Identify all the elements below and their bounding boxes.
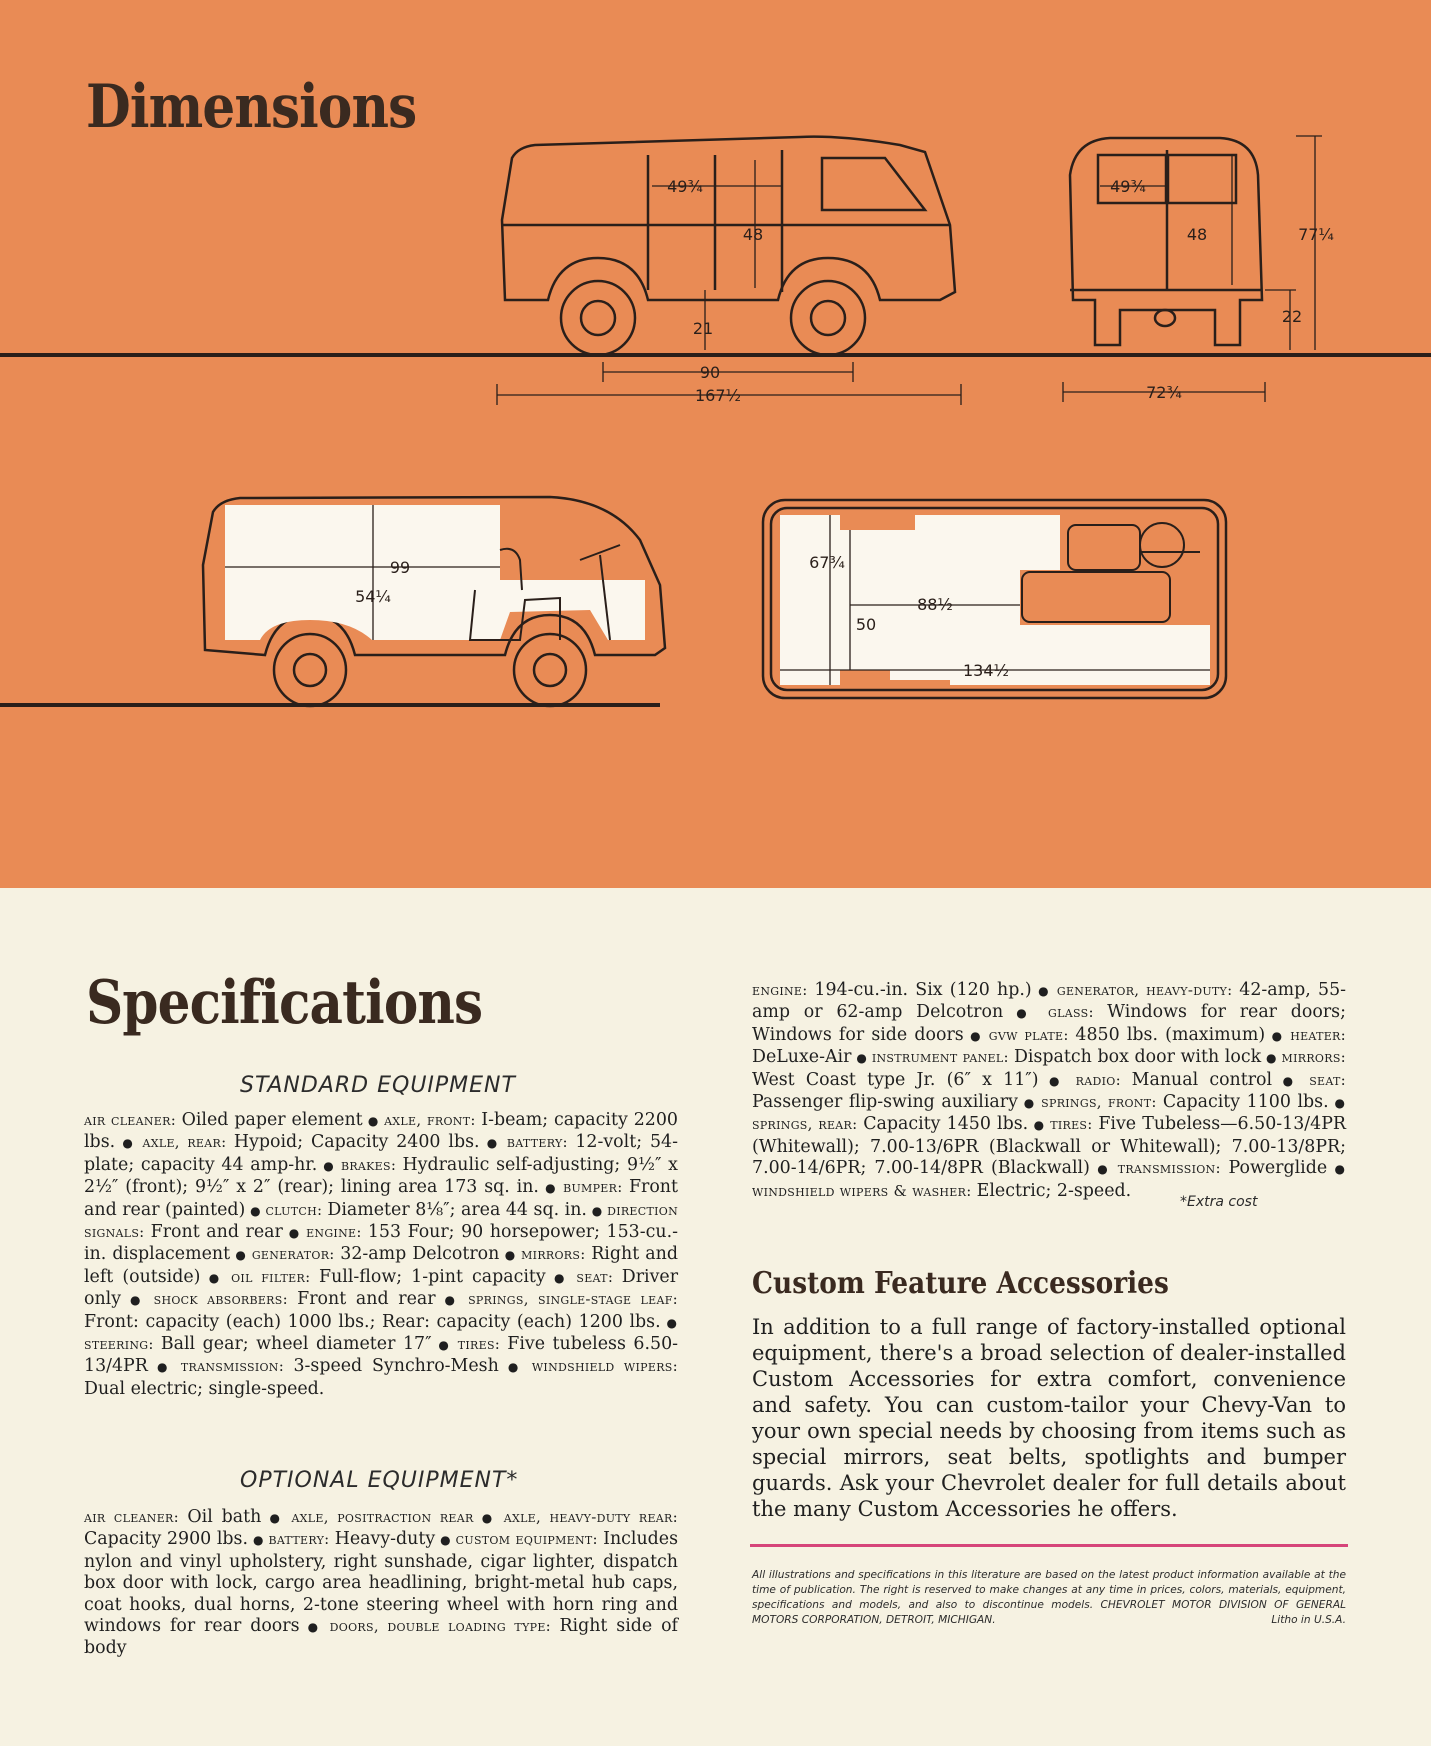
- spec-value: West Coast type Jr. (6″ x 11″): [752, 1069, 1039, 1090]
- spec-key: transmission:: [1117, 1159, 1229, 1178]
- spec-value: Capacity 1450 lbs.: [863, 1114, 1029, 1135]
- bullet-separator: ●: [499, 1360, 531, 1375]
- spec-key: custom equipment:: [455, 1530, 604, 1549]
- spec-value: Oiled paper element: [181, 1110, 363, 1130]
- rear-height-label: 48: [1186, 225, 1208, 244]
- bullet-separator: ●: [1329, 1096, 1345, 1111]
- spec-value: I-beam; capacity 2200 lbs.: [84, 1110, 678, 1153]
- spec-value: 12-volt; 54-plate; capacity 44 amp-hr.: [84, 1132, 678, 1175]
- side-view-van: [502, 137, 955, 355]
- spec-key: springs, rear:: [752, 1115, 864, 1134]
- spec-key: shock absorbers:: [153, 1290, 298, 1309]
- spec-key: tires:: [457, 1335, 508, 1354]
- spec-value: Front: capacity (each) 1000 lbs.; Rear: capacity (each) 1200 lbs.: [84, 1311, 661, 1332]
- interior-length-label: 99: [389, 558, 411, 577]
- bullet-separator: ●: [436, 1533, 455, 1548]
- bullet-separator: ●: [201, 1270, 231, 1285]
- rear-view-van: [1070, 138, 1262, 345]
- spec-key: transmission:: [180, 1357, 294, 1376]
- side-ground-label: 21: [692, 319, 714, 338]
- spec-key: mirrors:: [521, 1245, 592, 1264]
- spec-key: brakes:: [340, 1155, 403, 1174]
- plan-cargo-area: [780, 515, 1210, 685]
- spec-key: springs, single-stage leaf:: [468, 1290, 678, 1309]
- bullet-separator: ●: [964, 1028, 988, 1043]
- bullet-separator: ●: [474, 1511, 503, 1525]
- spec-value: Diameter 8⅛″; area 44 sq. in.: [327, 1199, 587, 1220]
- bullet-separator: ●: [539, 1181, 563, 1196]
- spec-value: Right and left (outside): [84, 1244, 678, 1287]
- bullet-separator: ●: [480, 1136, 506, 1151]
- accessories-title: Custom Feature Accessories: [752, 1266, 1169, 1301]
- optional-equipment-heading: OPTIONAL EQUIPMENT*: [240, 1468, 519, 1493]
- bullet-separator: ●: [1262, 1051, 1281, 1066]
- bullet-separator: ●: [363, 1114, 384, 1128]
- side-height-label: 48: [742, 225, 764, 244]
- bullet-separator: ●: [1004, 1006, 1048, 1021]
- standard-equipment-list: [84, 1110, 678, 1400]
- specifications-title: Specifications: [86, 968, 483, 1038]
- divider-rule: [750, 1544, 1348, 1547]
- plan-length2-label: 134½: [962, 661, 1010, 680]
- side-view-dimension-lines: [497, 160, 961, 405]
- standard-equipment-heading: STANDARD EQUIPMENT: [240, 1073, 516, 1098]
- bullet-separator: ●: [249, 1533, 268, 1548]
- spec-key: radio:: [1075, 1070, 1132, 1089]
- spec-key: gvw plate:: [988, 1025, 1076, 1044]
- spec-value: 194-cu.-in. Six (120 hp.): [814, 980, 1032, 1000]
- spec-key: mirrors:: [1281, 1048, 1347, 1067]
- spec-key: air cleaner:: [84, 1111, 182, 1129]
- spec-key: battery:: [268, 1530, 335, 1549]
- spec-value: Powerglide: [1228, 1158, 1328, 1179]
- spec-value: Passenger flip-swing auxiliary: [752, 1092, 1018, 1113]
- spec-value: 3-speed Synchro-Mesh: [293, 1356, 499, 1377]
- rear-view-dimension-lines: [1063, 136, 1322, 402]
- bullet-separator: ●: [246, 1203, 265, 1218]
- spec-key: engine:: [306, 1223, 368, 1242]
- spec-key: axle, positraction rear: [291, 1508, 474, 1526]
- bullet-separator: ●: [852, 1051, 871, 1066]
- bullet-separator: ●: [587, 1203, 607, 1218]
- rear-window-label: 49¾: [1110, 177, 1146, 196]
- bullet-separator: ●: [116, 1136, 142, 1151]
- accessories-body: In addition to a full range of factory-installed optional equipment, there's a broad selection of dealer-installed Custom Accessories for extra comfort, convenience and safety. You can custom-tailor your Chevy-Van to your own special needs by choosing from items such as special mirrors, seat belts, spotlights and bumper guards. Ask your Chevrolet dealer for full details about the many Custom Accessories he offers.: [752, 1315, 1346, 1521]
- bullet-separator: ●: [148, 1360, 180, 1375]
- spec-value: Five tubeless 6.50-13/4PR: [84, 1334, 679, 1377]
- bullet-separator: ●: [546, 1270, 576, 1285]
- bullet-separator: ●: [432, 1338, 457, 1353]
- spec-key: doors, double loading type:: [329, 1617, 560, 1636]
- spec-key: seat:: [576, 1267, 622, 1286]
- spec-value: Electric; 2-speed.: [976, 1180, 1132, 1201]
- spec-key: axle, front:: [384, 1111, 482, 1129]
- spec-key: windshield wipers & washer:: [752, 1181, 977, 1200]
- spec-key: generator:: [251, 1245, 341, 1264]
- spec-value: Ball gear; wheel diameter 17″: [160, 1334, 432, 1355]
- legal-text: All illustrations and specifications in this literature are based on the latest product information available at the time of publication. The right is reserved to make changes at any time in prices, colors, materials, equipment, specifications and models, and also to discontinue models. CHEVROLET MOTOR DIVISION OF GENERAL MOTORS CORPORATION, DETROIT, MICHIGAN.: [752, 1569, 1346, 1626]
- bullet-separator: ●: [1029, 1118, 1050, 1133]
- spec-key: clutch:: [265, 1200, 328, 1219]
- spec-value: Oil bath: [187, 1507, 262, 1527]
- spec-value: Dual electric; single-speed.: [84, 1378, 325, 1399]
- optional-equipment-list-part2: [752, 980, 1346, 1202]
- spec-value: Driver only: [84, 1266, 679, 1310]
- plan-width2-label: 50: [855, 615, 877, 634]
- length-label: 167½: [694, 386, 742, 405]
- rear-ground-label: 22: [1281, 307, 1303, 326]
- spec-key: axle, heavy-duty rear:: [503, 1508, 678, 1526]
- spec-value: Right side of body: [84, 1616, 678, 1659]
- spec-value: 42-amp, 55-amp or 62-amp Delcotron: [752, 980, 1347, 1023]
- spec-value: Hypoid; Capacity 2400 lbs.: [233, 1132, 480, 1153]
- spec-value: Capacity 1100 lbs.: [1162, 1092, 1329, 1113]
- spec-value: Windows for rear doors; Windows for side doors: [752, 1002, 1346, 1045]
- spec-key: generator, heavy-duty:: [1056, 981, 1240, 999]
- bullet-separator: ●: [262, 1511, 291, 1525]
- dimensions-title: Dimensions: [86, 72, 417, 142]
- spec-value: Heavy-duty: [334, 1529, 436, 1550]
- bullet-separator: ●: [231, 1248, 251, 1263]
- bullet-separator: ●: [1018, 1096, 1041, 1111]
- spec-key: springs, front:: [1041, 1093, 1163, 1112]
- overall-height-label: 77¼: [1298, 225, 1334, 244]
- spec-key: glass:: [1048, 1003, 1108, 1022]
- spec-key: seat:: [1309, 1070, 1347, 1089]
- spec-value: 153 Four; 90 horsepower; 153-cu.-in. displacement: [84, 1222, 678, 1265]
- spec-value: Dispatch box door with lock: [1013, 1047, 1262, 1068]
- bullet-separator: ●: [500, 1248, 521, 1263]
- interior-cargo-area: [225, 505, 645, 640]
- spec-key: steering:: [84, 1335, 161, 1354]
- bullet-separator: ●: [1273, 1073, 1309, 1088]
- bullet-separator: ●: [283, 1226, 306, 1241]
- plan-width-label: 67¾: [809, 553, 845, 572]
- spec-key: battery:: [506, 1133, 576, 1152]
- spec-key: axle, rear:: [142, 1133, 234, 1152]
- extra-cost-note: *Extra cost: [1180, 1194, 1258, 1210]
- spec-key: heater:: [1290, 1025, 1346, 1044]
- spec-value: 4850 lbs. (maximum): [1075, 1024, 1266, 1045]
- spec-value: Front and rear (painted): [84, 1177, 678, 1220]
- spec-key: engine:: [752, 981, 815, 999]
- bullet-separator: ●: [1090, 1162, 1117, 1177]
- spec-value: Five Tubeless—6.50-13/4PR (Whitewall); 7.00-13/6PR (Blackwall or Whitewall); 7.00-13/8PR; 7.00-14/6PR; 7.00-14/8PR (Blackwall): [752, 1114, 1346, 1179]
- bullet-separator: ●: [661, 1315, 677, 1330]
- bullet-separator: ●: [1039, 1073, 1075, 1088]
- spec-value: Front and rear: [297, 1289, 436, 1310]
- spec-key: direction signals:: [84, 1200, 678, 1242]
- bullet-separator: ●: [318, 1158, 340, 1173]
- spec-value: Hydraulic self-adjusting; 9½″ x 2½″ (front); 9½″ x 2″ (rear); lining area 173 sq. in.: [84, 1154, 678, 1198]
- optional-equipment-list-part1: [84, 1507, 678, 1660]
- spec-value: Full-flow; 1-pint capacity: [319, 1266, 546, 1287]
- bullet-separator: ●: [1328, 1162, 1345, 1177]
- legal-notice: [752, 1568, 1346, 1628]
- spec-key: windshield wipers:: [531, 1357, 678, 1376]
- litho-note: Litho in U.S.A.: [1271, 1614, 1346, 1626]
- spec-key: tires:: [1050, 1115, 1099, 1134]
- spec-key: bumper:: [563, 1178, 629, 1197]
- overall-width-label: 72¾: [1146, 383, 1182, 402]
- bullet-separator: ●: [122, 1293, 153, 1308]
- bullet-separator: ●: [300, 1620, 329, 1635]
- bullet-separator: ●: [436, 1293, 468, 1308]
- spec-value: 32-amp Delcotron: [340, 1244, 500, 1265]
- spec-value: Capacity 2900 lbs.: [84, 1529, 249, 1550]
- spec-key: instrument panel:: [871, 1048, 1014, 1067]
- spec-value: Includes nylon and vinyl upholstery, right sunshade, cigar lighter, dispatch box door with lock, cargo area headlining, bright-metal hub caps, coat hooks, dual horns, 2-tone steering wheel with horn ring and windows for rear doors: [84, 1529, 678, 1637]
- spec-value: Front and rear: [150, 1222, 283, 1243]
- interior-height-label: 54¼: [355, 587, 391, 606]
- spec-value: DeLuxe-Air: [752, 1047, 852, 1068]
- spec-key: oil filter:: [231, 1267, 320, 1286]
- spec-value: Manual control: [1131, 1069, 1273, 1090]
- side-width-label: 49¾: [667, 177, 703, 196]
- wheelbase-label: 90: [699, 363, 721, 382]
- bullet-separator: ●: [1032, 984, 1056, 998]
- spec-key: air cleaner:: [84, 1508, 188, 1526]
- bullet-separator: ●: [1266, 1028, 1290, 1043]
- plan-length-label: 88½: [917, 595, 953, 614]
